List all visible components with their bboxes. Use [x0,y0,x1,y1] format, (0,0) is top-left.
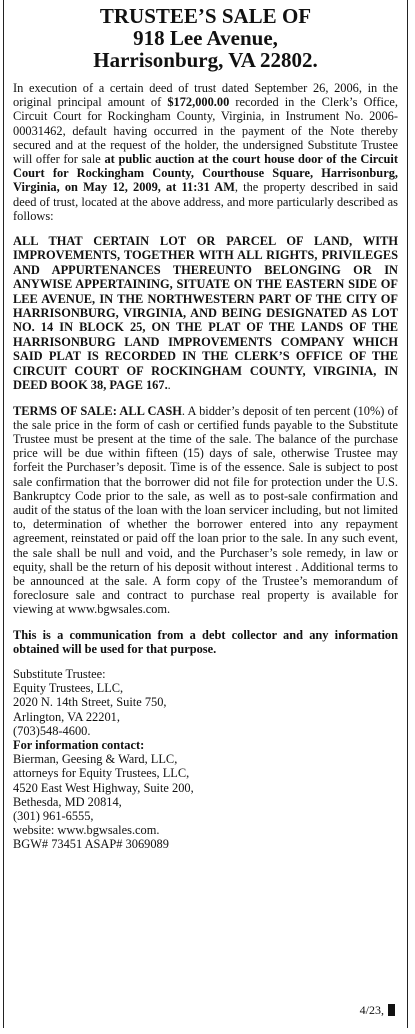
title-line-1: TRUSTEE’S SALE OF [99,4,312,28]
info-contact-label: For information contact: [13,737,145,752]
contact-block [13,667,398,852]
legal-description [13,234,398,392]
info-line: Bierman, Geesing & Ward, LLC, [13,752,178,767]
terms-heading: TERMS OF SALE: ALL CASH [13,403,182,418]
info-line: 4520 East West Highway, Suite 200, [13,780,194,795]
info-line: (301) 961-6555, [13,808,94,823]
trustee-line: Equity Trustees, LLC, [13,681,124,696]
info-line: BGW# 73451 ASAP# 3069089 [13,837,169,852]
debt-collector-notice: This is a communication from a debt collector and any information obtained will be used for that purpose. [13,627,398,656]
intro-text-2: recorded in the Clerk’s Office, Circuit Court for Rockingham County, Virginia, in Instrument No. 2006-00031462, default having occurred in the payment of the Note thereby secured and at the request of the holder, the undersigned Substitute Trustee will offer for sale [13,95,398,167]
legal-description-text: ALL THAT CERTAIN LOT OR PARCEL OF LAND, WITH IMPROVEMENTS, TOGETHER WITH ALL RIGHTS, PRIVILEGES AND APPURTENANCES THEREUNTO BELONGING OR IN ANYWISE APPERTAINING, SITUATE ON THE EASTERN SIDE OF LEE AVENUE, IN THE NORTHWESTERN PART OF THE CITY OF HARRISONBURG, VIRGINIA, AND BEING DESIGNATED AS LOT NO. 14 IN BLOCK 25, ON THE PLAT OF THE LANDS OF THE HARRISONBURG LAND IMPROVEMENTS COMPANY WHICH SAID PLAT IS RECORDED IN THE CLERK’S OFFICE OF THE CIRCUIT COURT OF ROCKINGHAM COUNTY, VIRGINIA, IN DEED BOOK 38, PAGE 167. [13,234,398,393]
trustee-line: Arlington, VA 22201, [13,709,120,724]
legal-description-suffix: . [167,378,171,393]
trustee-label: Substitute Trustee: [13,666,106,681]
intro-paragraph [13,81,398,223]
title-line-2: 918 Lee Avenue, [133,26,278,50]
date-tag-text: 4/23, [359,1003,387,1017]
auction-details: at public auction at the court house door of the Circuit Court for Rockingham County, Courthouse Square, Harrisonburg, Virginia, on May 12, 2009, at 11:31 AM [13,152,399,195]
intro-text-3: , the property described in said deed of trust, located at the above address, and more particularly described as follows: [13,180,398,223]
notice-title [13,5,398,71]
principal-amount: $172,000.00 [167,95,230,110]
terms-body: . A bidder’s deposit of ten percent (10%) of the sale price in the form of cash or certified funds payable to the Substitute Trustee must be present at the time of the sale. The balance of the purchase price will be due within fifteen (15) days of sale, otherwise Trustee may forfeit the Purchaser’s deposit. Time is of the essence. Sale is subject to post sale confirmation that the borrower did not file for protection under the U.S. Bankruptcy Code prior to the sale, as well as to post-sale confirmation and audit of the status of the loan with the loan servicer including, but not limited to, determination of whether the borrower entered into any repayment agreement, reinstated or paid off the loan prior to the sale. In any such event, the sale shall be null and void, and the Purchaser’s sole remedy, in law or equity, shall be the return of his deposit without interest . Additional terms to be announced at the sale. A form copy of the Trustee’s memorandum of foreclosure sale and contract to purchase real property is available for viewing at www.bgwsales.com. [13,403,398,617]
trustee-line: (703)548-4600. [13,723,91,738]
intro-text-1: In execution of a certain deed of trust dated September 26, 2006, in the original principal amount of [13,81,398,110]
info-line: attorneys for Equity Trustees, LLC, [13,766,190,781]
info-line: website: www.bgwsales.com. [13,823,160,838]
trustee-line: 2020 N. 14th Street, Suite 750, [13,695,167,710]
publication-date-tag [360,1003,407,1018]
info-line: Bethesda, MD 20814, [13,794,122,809]
terms-paragraph [13,404,398,617]
title-line-3: Harrisonburg, VA 22802. [93,48,318,72]
legal-notice [3,0,408,1028]
